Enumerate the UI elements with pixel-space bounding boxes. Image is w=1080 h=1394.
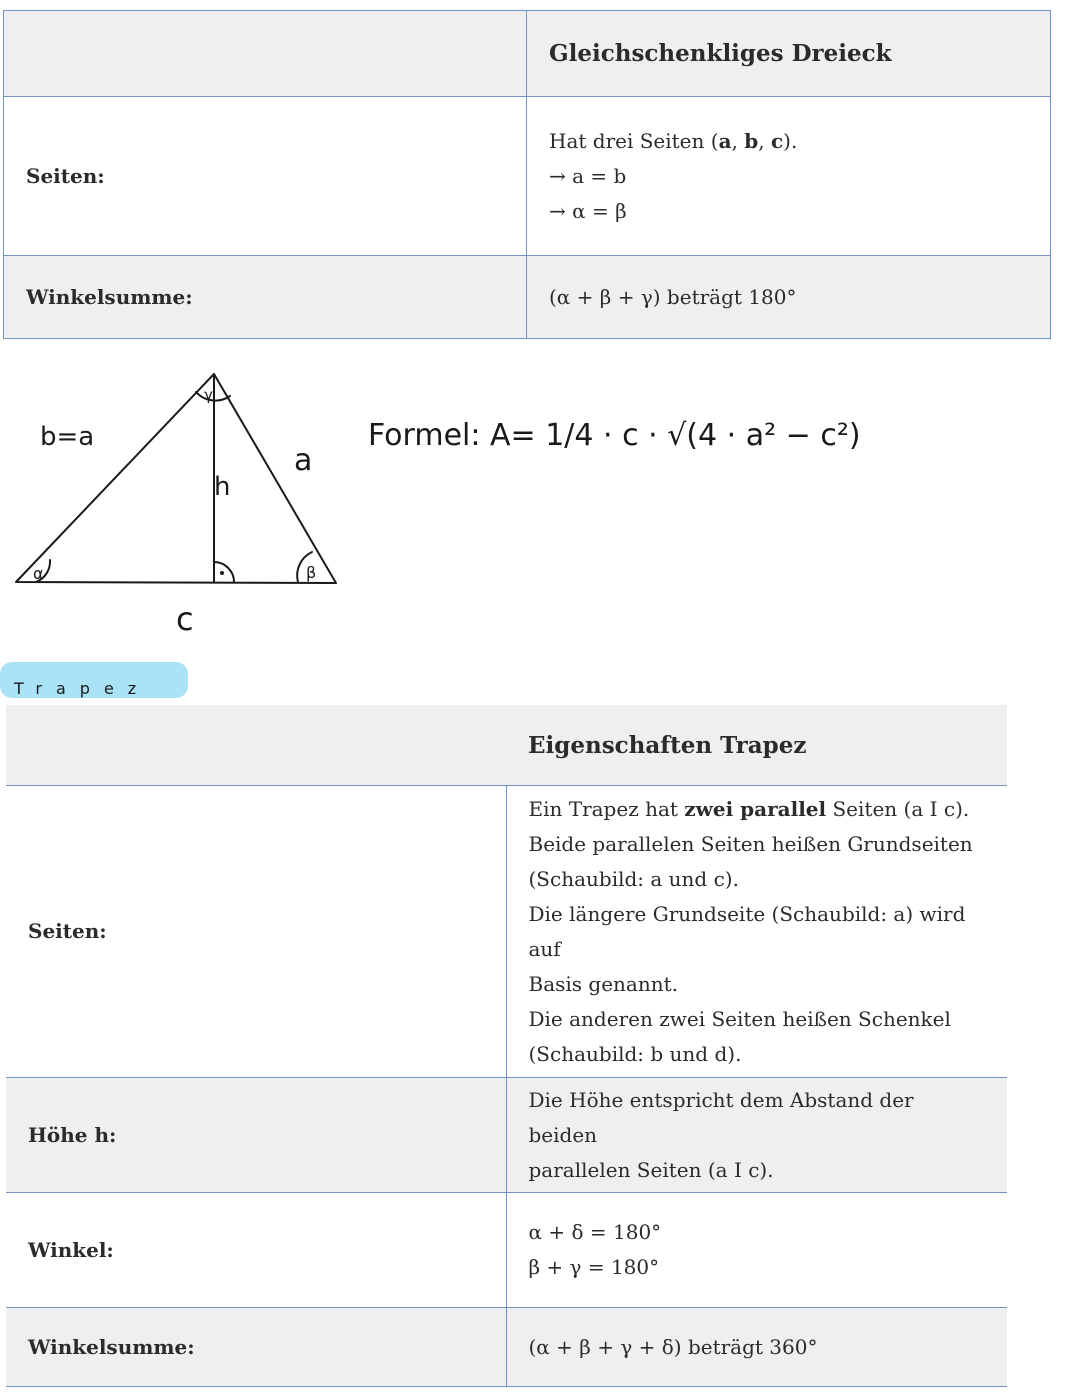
angle-beta-label: β bbox=[306, 563, 317, 582]
trapez-properties-table bbox=[6, 705, 1007, 1387]
triangle-table-title: Gleichschenkliges Dreieck bbox=[527, 11, 1051, 97]
value-line: β + γ = 180° bbox=[528, 1255, 660, 1279]
row-value bbox=[506, 1193, 1007, 1308]
value-line: Basis genannt. bbox=[528, 971, 679, 996]
triangle-outline bbox=[16, 374, 336, 583]
value-line: → a = b bbox=[549, 163, 627, 188]
value-line: α + δ = 180° bbox=[528, 1220, 662, 1244]
angle-alpha-label: α bbox=[33, 564, 44, 583]
value-line: Beide parallelen Seiten heißen Grundseiten bbox=[528, 831, 973, 856]
base-label: c bbox=[176, 600, 194, 638]
angle-gamma-label: γ bbox=[204, 386, 213, 404]
height-label: h bbox=[214, 472, 231, 502]
row-label: Winkelsumme: bbox=[6, 1308, 506, 1387]
side-label-left: b=a bbox=[40, 422, 95, 452]
table-row bbox=[6, 1308, 1007, 1387]
table-row bbox=[6, 1193, 1007, 1308]
row-label: Seiten: bbox=[4, 97, 527, 256]
right-angle-dot bbox=[220, 571, 224, 575]
value-line: (Schaubild: a und c). bbox=[528, 866, 739, 891]
row-value bbox=[527, 97, 1051, 256]
row-label: Winkel: bbox=[6, 1193, 506, 1308]
row-value bbox=[506, 1078, 1007, 1193]
side-label-right: a bbox=[294, 443, 313, 478]
table-row bbox=[6, 786, 1007, 1078]
value-line: Hat drei Seiten (a, b, c). bbox=[549, 128, 798, 153]
area-formula: Formel: A= 1/4 · c · √(4 · a² − c²) bbox=[368, 418, 861, 453]
value-line: Die längere Grundseite (Schaubild: a) wird auf bbox=[528, 901, 966, 961]
trapez-table-title: Eigenschaften Trapez bbox=[506, 705, 1007, 786]
row-value bbox=[506, 786, 1007, 1078]
row-label: Seiten: bbox=[6, 786, 506, 1078]
value-line: Die Höhe entspricht dem Abstand der beiden bbox=[528, 1087, 914, 1147]
table-row bbox=[6, 1078, 1007, 1193]
row-value: (α + β + γ) beträgt 180° bbox=[527, 256, 1051, 339]
row-value: (α + β + γ + δ) beträgt 360° bbox=[506, 1308, 1007, 1387]
header-empty-cell bbox=[4, 11, 527, 97]
value-line: Die anderen zwei Seiten heißen Schenkel bbox=[528, 1006, 951, 1031]
table-row bbox=[4, 256, 1051, 339]
row-label: Winkelsumme: bbox=[4, 256, 527, 339]
triangle-properties-table bbox=[3, 10, 1051, 339]
right-angle-arc bbox=[214, 562, 234, 582]
value-line: Ein Trapez hat zwei parallel Seiten (a I c). bbox=[528, 796, 970, 821]
trapez-table-header-row bbox=[6, 705, 1007, 786]
triangle-table-header-row bbox=[4, 11, 1051, 97]
row-label: Höhe h: bbox=[6, 1078, 506, 1193]
value-line: → α = β bbox=[549, 198, 627, 223]
table-row bbox=[4, 97, 1051, 256]
triangle-sketch bbox=[0, 340, 1080, 705]
header-empty-cell bbox=[6, 705, 506, 786]
value-line: parallelen Seiten (a I c). bbox=[528, 1157, 774, 1182]
trapez-heading: Trapez bbox=[14, 679, 151, 698]
value-line: (Schaubild: b und d). bbox=[528, 1041, 742, 1066]
